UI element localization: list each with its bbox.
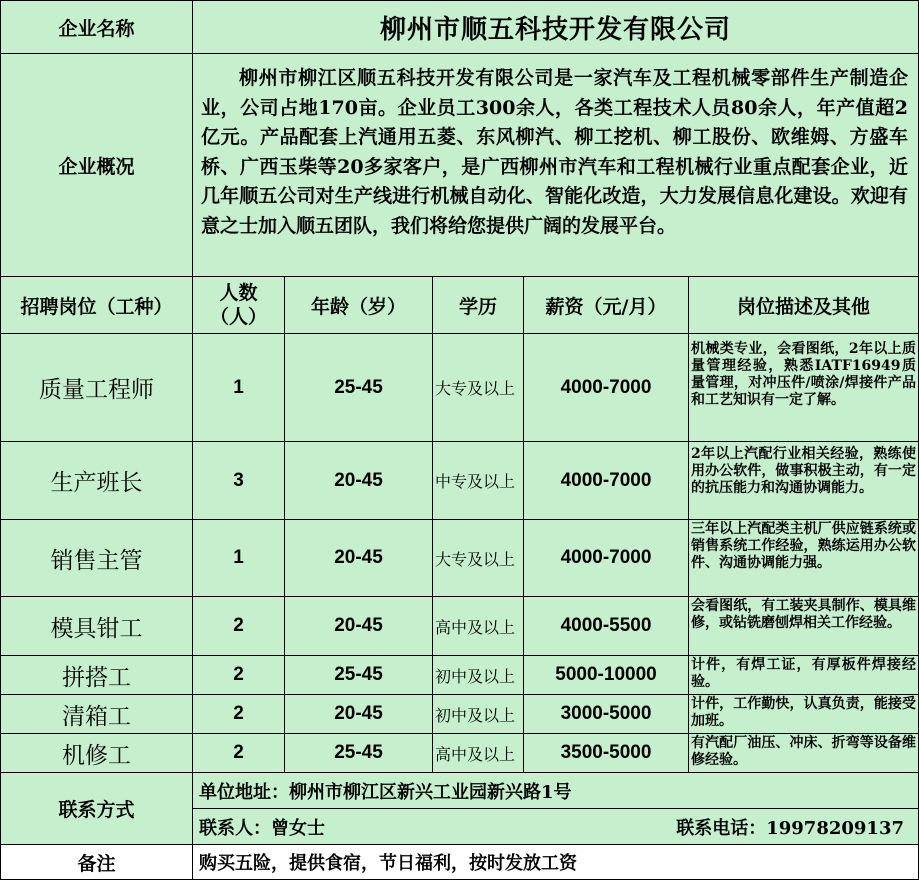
job-description: 机械类专业，会看图纸，2年以上质量管理经验，熟悉IATF16949质量管理，对冲压件/喷涂/焊接件产品和工艺知识有一定了解。	[688, 333, 919, 442]
contact-person: 联系人：曾女士	[199, 817, 325, 839]
job-age: 25-45	[284, 655, 433, 695]
job-age: 25-45	[284, 733, 433, 773]
job-description: 计件，有焊工证，有厚板件焊接经验。	[688, 655, 919, 695]
contact-label: 联系方式	[0, 772, 193, 845]
job-count: 3	[192, 441, 285, 520]
header-age: 年龄（岁）	[284, 276, 433, 334]
job-age: 25-45	[284, 333, 433, 442]
job-title: 质量工程师	[0, 333, 193, 442]
contact-phone: 联系电话：19978209137	[676, 817, 904, 839]
company-name-label: 企业名称	[0, 0, 193, 54]
job-education: 高中及以上	[432, 596, 524, 656]
job-description: 三年以上汽配类主机厂供应链系统或销售系统工作经验，熟练运用办公软件、沟通协调能力强。	[688, 519, 919, 597]
job-count: 2	[192, 694, 285, 734]
job-salary: 4000-5500	[523, 596, 689, 656]
job-salary: 3500-5000	[523, 733, 689, 773]
job-title: 拼搭工	[0, 655, 193, 695]
header-salary: 薪资（元/月）	[523, 276, 689, 334]
job-salary: 5000-10000	[523, 655, 689, 695]
job-description: 有汽配厂油压、冲床、折弯等设备维修经验。	[688, 733, 919, 773]
job-salary: 3000-5000	[523, 694, 689, 734]
job-education: 中专及以上	[432, 441, 524, 520]
job-description: 计件，工作勤快，认真负责，能接受加班。	[688, 694, 919, 734]
job-age: 20-45	[284, 441, 433, 520]
job-salary: 4000-7000	[523, 519, 689, 597]
notes-label: 备注	[0, 844, 193, 880]
header-count: 人数（人）	[192, 276, 285, 334]
contact-address: 单位地址：柳州市柳江区新兴工业园新兴路1号	[192, 772, 919, 809]
job-education: 大专及以上	[432, 519, 524, 597]
job-count: 1	[192, 333, 285, 442]
job-salary: 4000-7000	[523, 333, 689, 442]
company-overview: 柳州市柳江区顺五科技开发有限公司是一家汽车及工程机械零部件生产制造企业，公司占地170亩。企业员工300余人，各类工程技术人员80余人，年产值超2亿元。产品配套上汽通用五菱、东风柳汽、柳工挖机、柳工股份、欧维姆、方盛车桥、广西玉柴等20多家客户，是广西柳州市汽车和工程机械行业重点配套企业，近几年顺五公司对生产线进行机械自动化、智能化改造，大力发展信息化建设。欢迎有意之士加入顺五团队，我们将给您提供广阔的发展平台。	[192, 53, 919, 277]
job-description: 2年以上汽配行业相关经验，熟练使用办公软件，做事积极主动，有一定的抗压能力和沟通协调能力。	[688, 441, 919, 520]
job-title: 清箱工	[0, 694, 193, 734]
job-title: 销售主管	[0, 519, 193, 597]
job-education: 高中及以上	[432, 733, 524, 773]
job-title: 机修工	[0, 733, 193, 773]
job-education: 大专及以上	[432, 333, 524, 442]
job-count: 2	[192, 733, 285, 773]
job-age: 20-45	[284, 519, 433, 597]
company-name: 柳州市顺五科技开发有限公司	[192, 0, 919, 54]
job-age: 20-45	[284, 694, 433, 734]
contact-person-phone-row	[192, 808, 919, 845]
job-age: 20-45	[284, 596, 433, 656]
job-title: 生产班长	[0, 441, 193, 520]
header-education: 学历	[432, 276, 524, 334]
job-description: 会看图纸，有工装夹具制作、模具维修，或钻铣磨刨焊相关工作经验。	[688, 596, 919, 656]
job-education: 初中及以上	[432, 655, 524, 695]
header-description: 岗位描述及其他	[688, 276, 919, 334]
job-count: 1	[192, 519, 285, 597]
job-count: 2	[192, 596, 285, 656]
header-position: 招聘岗位（工种）	[0, 276, 193, 334]
job-count: 2	[192, 655, 285, 695]
job-education: 初中及以上	[432, 694, 524, 734]
job-salary: 4000-7000	[523, 441, 689, 520]
company-overview-label: 企业概况	[0, 53, 193, 277]
job-title: 模具钳工	[0, 596, 193, 656]
notes-text: 购买五险，提供食宿，节日福利，按时发放工资	[192, 844, 919, 880]
